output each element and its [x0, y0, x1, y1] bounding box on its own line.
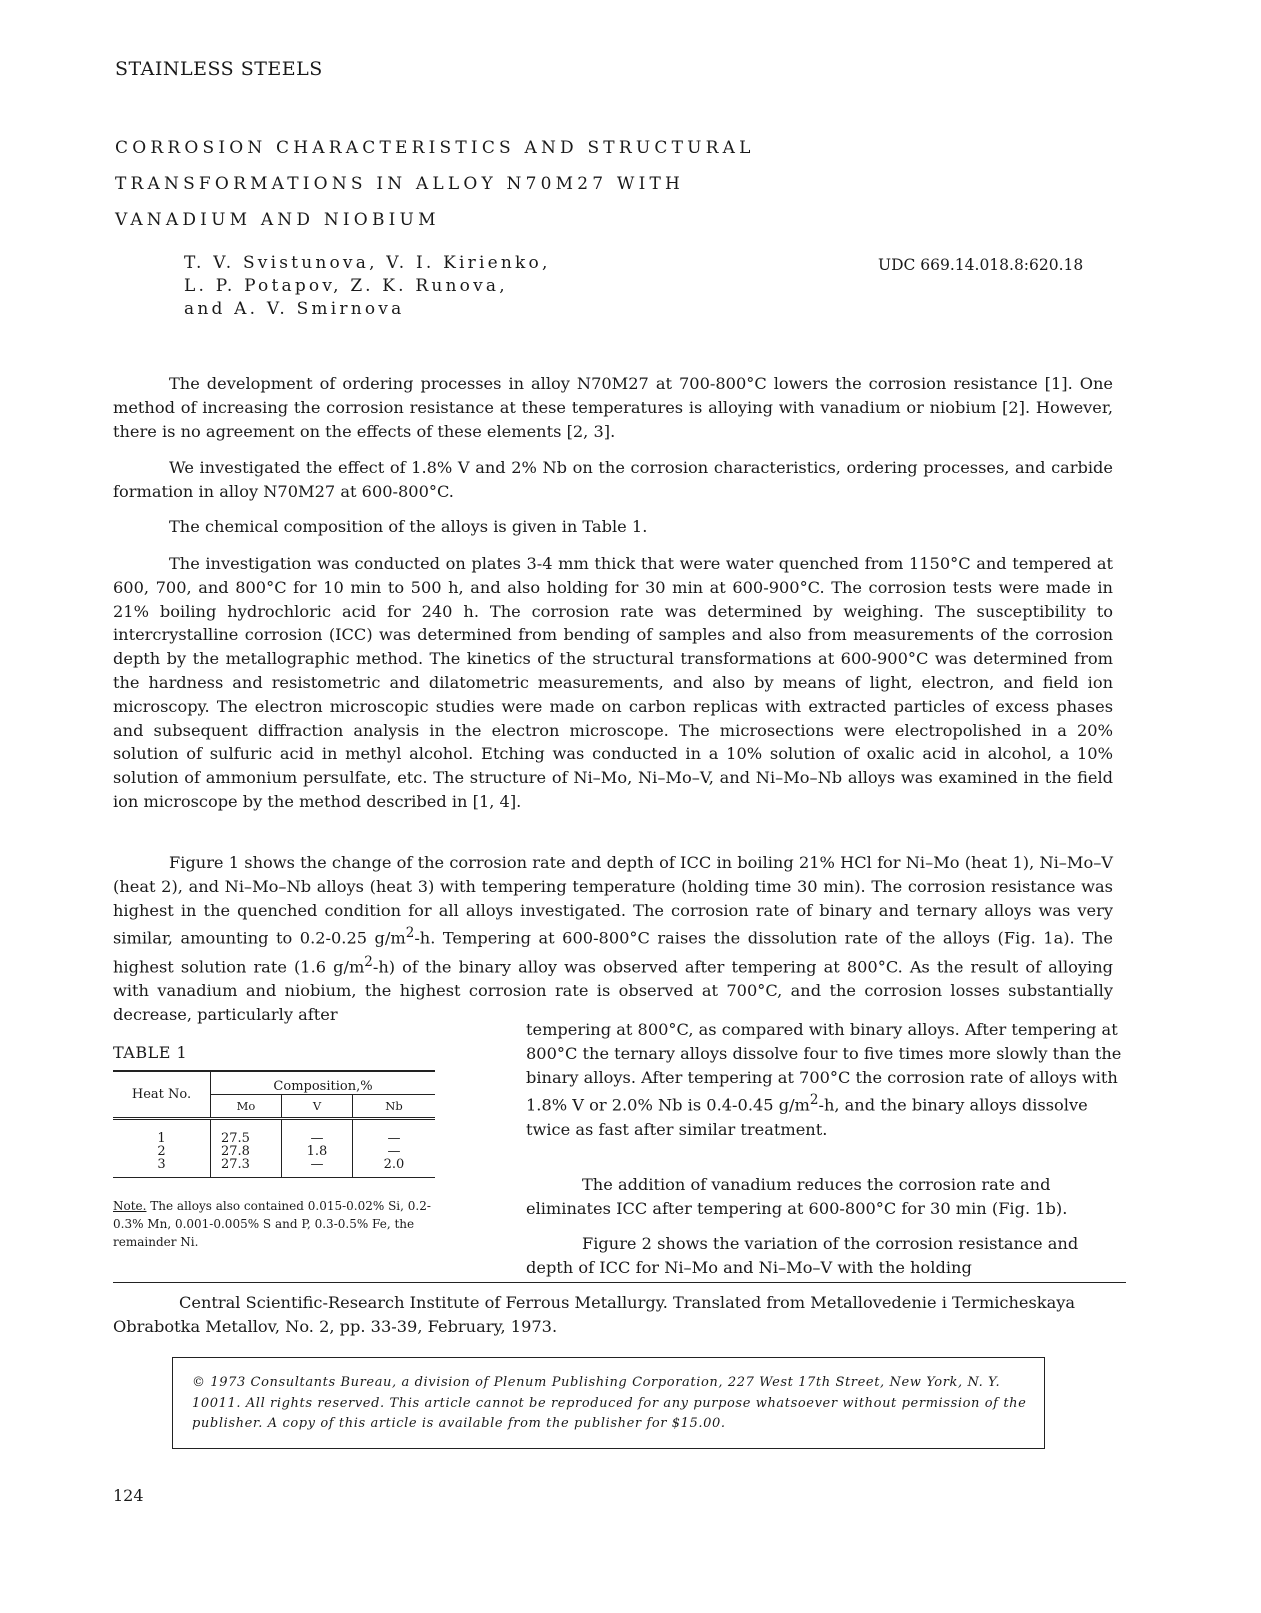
footer-text: Central Scientific-Research Institute of Ferrous Metallurgy. Translated from Metallovedenie i Termicheskaya Obrabotka Metallov, No. 2, pp. 33-39, February, 1973. — [113, 1293, 1076, 1336]
udc-code: UDC 669.14.018.8:620.18 — [878, 256, 1084, 274]
title-line-3: VANADIUM AND NIOBIUM — [115, 210, 440, 230]
header-v: V — [282, 1095, 353, 1119]
mo-values: 27.5 27.8 27.3 — [211, 1119, 282, 1178]
paragraph-1 — [113, 372, 1113, 443]
authors — [184, 252, 551, 321]
copyright-text: © 1973 Consultants Bureau, a division of Plenum Publishing Corporation, 227 West 17th Street, New York, N. Y. 10011. All rights reserved. This article cannot be reproduced for any purpose whatsoever without permission of the publisher. A copy of this article is available from the publisher for $15.00. — [192, 1375, 1027, 1431]
paragraph-3 — [113, 515, 1113, 539]
nb-values: — — 2.0 — [353, 1119, 436, 1178]
authors-line-3: and A. V. Smirnova — [184, 299, 405, 319]
header-mo: Mo — [211, 1095, 282, 1119]
paragraph-5-text-b: -h. Tempering at 600-800°C raises the dissolution rate of the alloys (Fig. 1a). The highest solution rate (1.6 g/m — [113, 928, 1113, 976]
right-col-text-b: -h, and the binary alloys dissolve twice as fast after similar treatment. — [526, 1095, 1088, 1139]
authors-line-1: T. V. Svistunova, V. I. Kirienko, — [184, 253, 551, 273]
paragraph-6-text: The addition of vanadium reduces the corrosion rate and eliminates ICC after tempering at 600-800°C for 30 min (Fig. 1b). — [526, 1175, 1068, 1218]
paragraph-5-text-a: Figure 1 shows the change of the corrosion rate and depth of ICC in boiling 21% HCl for Ni–Mo (heat 1), Ni–Mo–V (heat 2), and Ni–Mo–Nb alloys (heat 3) with tempering temperature (holding time 30 min). The corrosion resistance was highest in the quenched condition for all alloys investigated. The corrosion rate of binary and ternary alloys was very similar, amounting to 0.2-0.25 g/m — [113, 853, 1113, 948]
paragraph-2 — [113, 456, 1113, 504]
footer-note — [113, 1291, 1126, 1339]
paragraph-4 — [113, 552, 1113, 814]
section-heading: STAINLESS STEELS — [115, 58, 323, 80]
right-col-text-a: tempering at 800°C, as compared with binary alloys. After tempering at 800°C the ternary alloys dissolve four to five times more slowly than the binary alloys. After tempering at 700°C the corrosion rate of alloys with 1.8% V or 2.0% Nb is 0.4-0.45 g/m — [526, 1020, 1122, 1115]
paragraph-2-text: We investigated the effect of 1.8% V and 2% Nb on the corrosion characteristics, ordering processes, and carbide formation in alloy N70M27 at 600-800°C. — [113, 458, 1113, 501]
superscript: 2 — [364, 953, 373, 970]
title-line-1: CORROSION CHARACTERISTICS AND STRUCTURAL — [115, 138, 755, 158]
note-label: Note. — [113, 1199, 147, 1213]
header-nb: Nb — [353, 1095, 436, 1119]
paragraph-4-text: The investigation was conducted on plates 3-4 mm thick that were water quenched from 1150°C and tempered at 600, 700, and 800°C for 10 min to 500 h, and also holding for 30 min at 600-900°C. The corrosion tests were made in 21% boiling hydrochloric acid for 240 h. The corrosion rate was determined by weighing. The susceptibility to intercrystalline corrosion (ICC) was determined from bending of samples and also from measurements of the corrosion depth by the metallographic method. The kinetics of the structural transformations at 600-900°C was determined from the hardness and resistometric and dilatometric measurements, and also by means of light, electron, and field ion microscopy. The electron microscopic studies were made on carbon replicas with extracted particles of excess phases and subsequent diffraction analysis in the electron microscope. The microsections were electropolished in a 20% solution of sulfuric acid in methyl alcohol. Etching was conducted in a 10% solution of oxalic acid in alcohol, a 10% solution of ammonium persulfate, etc. The structure of Ni–Mo, Ni–Mo–V, and Ni–Mo–Nb alloys was examined in the field ion microscope by the method described in [1, 4]. — [113, 554, 1113, 811]
article-title — [115, 130, 755, 238]
paragraph-7-text: Figure 2 shows the variation of the corrosion resistance and depth of ICC for Ni–Mo and Ni–Mo–V with the holding — [526, 1234, 1079, 1277]
v-values: — 1.8 — — [282, 1119, 353, 1178]
footer-divider — [113, 1282, 1126, 1283]
title-line-2: TRANSFORMATIONS IN ALLOY N70M27 WITH — [115, 174, 685, 194]
table-1 — [113, 1070, 435, 1178]
paragraph-5-text-c: -h) of the binary alloy was observed after tempering at 800°C. As the result of alloying with vanadium and niobium, the highest corrosion rate is observed at 700°C, and the corrosion losses substantially decrease, particularly after — [113, 956, 1113, 1024]
heat-numbers: 1 2 3 — [157, 1131, 166, 1172]
header-composition: Composition,% — [211, 1071, 436, 1095]
page-number: 124 — [113, 1486, 144, 1505]
paragraph-6 — [526, 1173, 1126, 1221]
note-text: The alloys also contained 0.015-0.02% Si, 0.2-0.3% Mn, 0.001-0.005% S and P, 0.3-0.5% Fe, the remainder Ni. — [113, 1199, 431, 1249]
header-heat-no: Heat No. — [113, 1071, 211, 1119]
right-column-continuation — [526, 1018, 1126, 1141]
table-note — [113, 1197, 443, 1251]
table-1-title: TABLE 1 — [113, 1043, 188, 1062]
superscript: 2 — [809, 1092, 819, 1109]
paragraph-3-text: The chemical composition of the alloys is given in Table 1. — [169, 517, 648, 536]
paragraph-7 — [526, 1232, 1126, 1280]
superscript: 2 — [405, 925, 415, 942]
authors-line-2: L. P. Potapov, Z. K. Runova, — [184, 276, 508, 296]
paragraph-5 — [113, 851, 1113, 1026]
paragraph-1-text: The development of ordering processes in alloy N70M27 at 700-800°C lowers the corrosion resistance [1]. One method of increasing the corrosion resistance at these temperatures is alloying with vanadium or niobium [2]. However, there is no agreement on the effects of these elements [2, 3]. — [113, 374, 1113, 441]
